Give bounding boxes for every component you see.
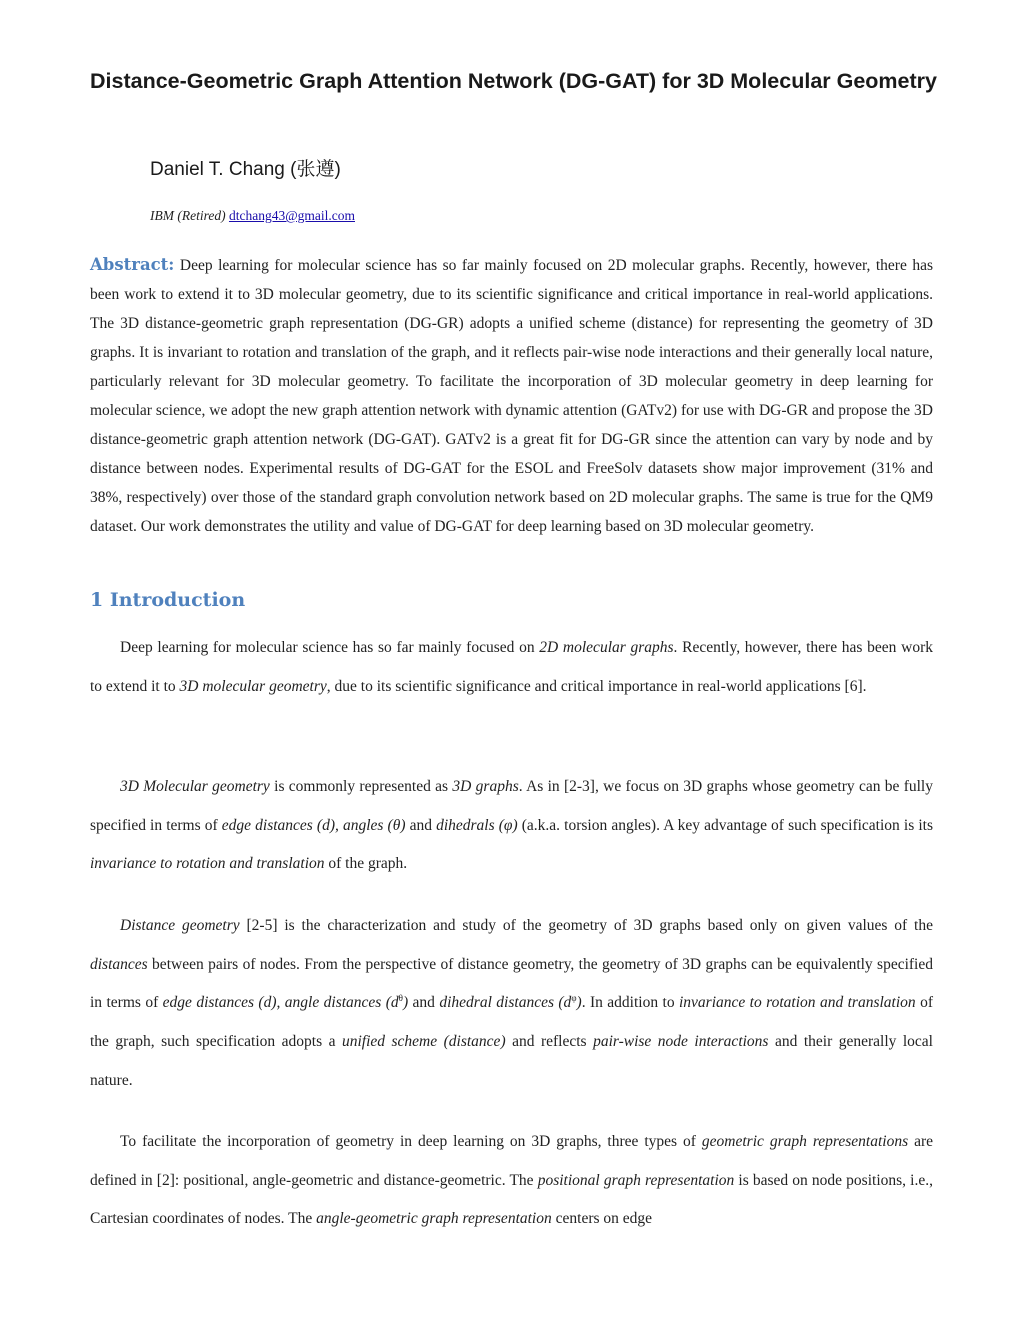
- intro-paragraph-1: Deep learning for molecular science has so far mainly focused on 2D molecular graphs. Recently, however, there has been work to extend it to 3D molecular geometry, due to its scientific significance and critical importance in real-world applications [6].: [90, 639, 933, 695]
- paper-title: Distance-Geometric Graph Attention Network (DG-GAT) for 3D Molecular Geometry: [90, 69, 937, 93]
- intro-paragraph-4: To facilitate the incorporation of geometry in deep learning on 3D graphs, three types of geometric graph representations are defined in [2]: positional, angle-geometric and distance-geometric. The positional graph representation is based on node positions, i.e., Cartesian coordinates of nodes. The angle-geometric graph representation centers on edge: [90, 1133, 934, 1228]
- author-name: Daniel T. Chang (张遵): [150, 159, 341, 180]
- abstract: [90, 250, 933, 541]
- section-heading-introduction: 1 Introduction: [90, 589, 246, 611]
- email-link[interactable]: dtchang43@gmail.com: [228, 208, 355, 223]
- intro-paragraph-2: 3D Molecular geometry is commonly represented as 3D graphs. As in [2-3], we focus on 3D graphs whose geometry can be fully specified in terms of edge distances (d), angles (θ) and dihedrals (φ) (a.k.a. torsion angles). A key advantage of such specification is its invariance to rotation and translation of the graph.: [90, 778, 933, 873]
- abstract-text: Deep learning for molecular science has so far mainly focused on 2D molecular graphs. Recently, however, there has been work to extend it to 3D molecular geometry, due to its scientific significance and critical importance in real-world applications. The 3D distance-geometric graph representation (DG-GR) adopts a unified scheme (distance) for representing the geometry of 3D graphs. It is invariant to rotation and translation of the graph, and it reflects pair-wise node interactions and their generally local nature, particularly relevant for 3D molecular geometry. To facilitate the incorporation of 3D molecular geometry in deep learning for molecular science, we adopt the new graph attention network with dynamic attention (GATv2) for use with DG-GR and propose the 3D distance-geometric graph attention network (DG-GAT). GATv2 is a great fit for DG-GR since the attention can vary by node and by distance between nodes. Experimental results of DG-GAT for the ESOL and FreeSolv datasets show major improvement (31% and 38%, respectively) over those of the standard graph convolution network based on 2D molecular graphs. The same is true for the QM9 dataset. Our work demonstrates the utility and value of DG-GAT for deep learning based on 3D molecular geometry.: [90, 257, 933, 535]
- author-affiliation: [150, 208, 355, 224]
- abstract-label: Abstract:: [90, 255, 175, 274]
- affiliation-org: IBM (Retired): [150, 208, 226, 223]
- intro-paragraph-3: Distance geometry [2-5] is the characterization and study of the geometry of 3D graphs based only on given values of the distances between pairs of nodes. From the perspective of distance geometry, the geometry of 3D graphs can be equivalently specified in terms of edge distances (d), angle distances $(d^\theta)$ and dihedral distances $(d^\varphi)$. In addition to invariance to rotation and translation of the graph, such specification adopts a unified scheme (distance) and reflects pair-wise node interactions and their generally local nature.: [90, 917, 933, 1089]
